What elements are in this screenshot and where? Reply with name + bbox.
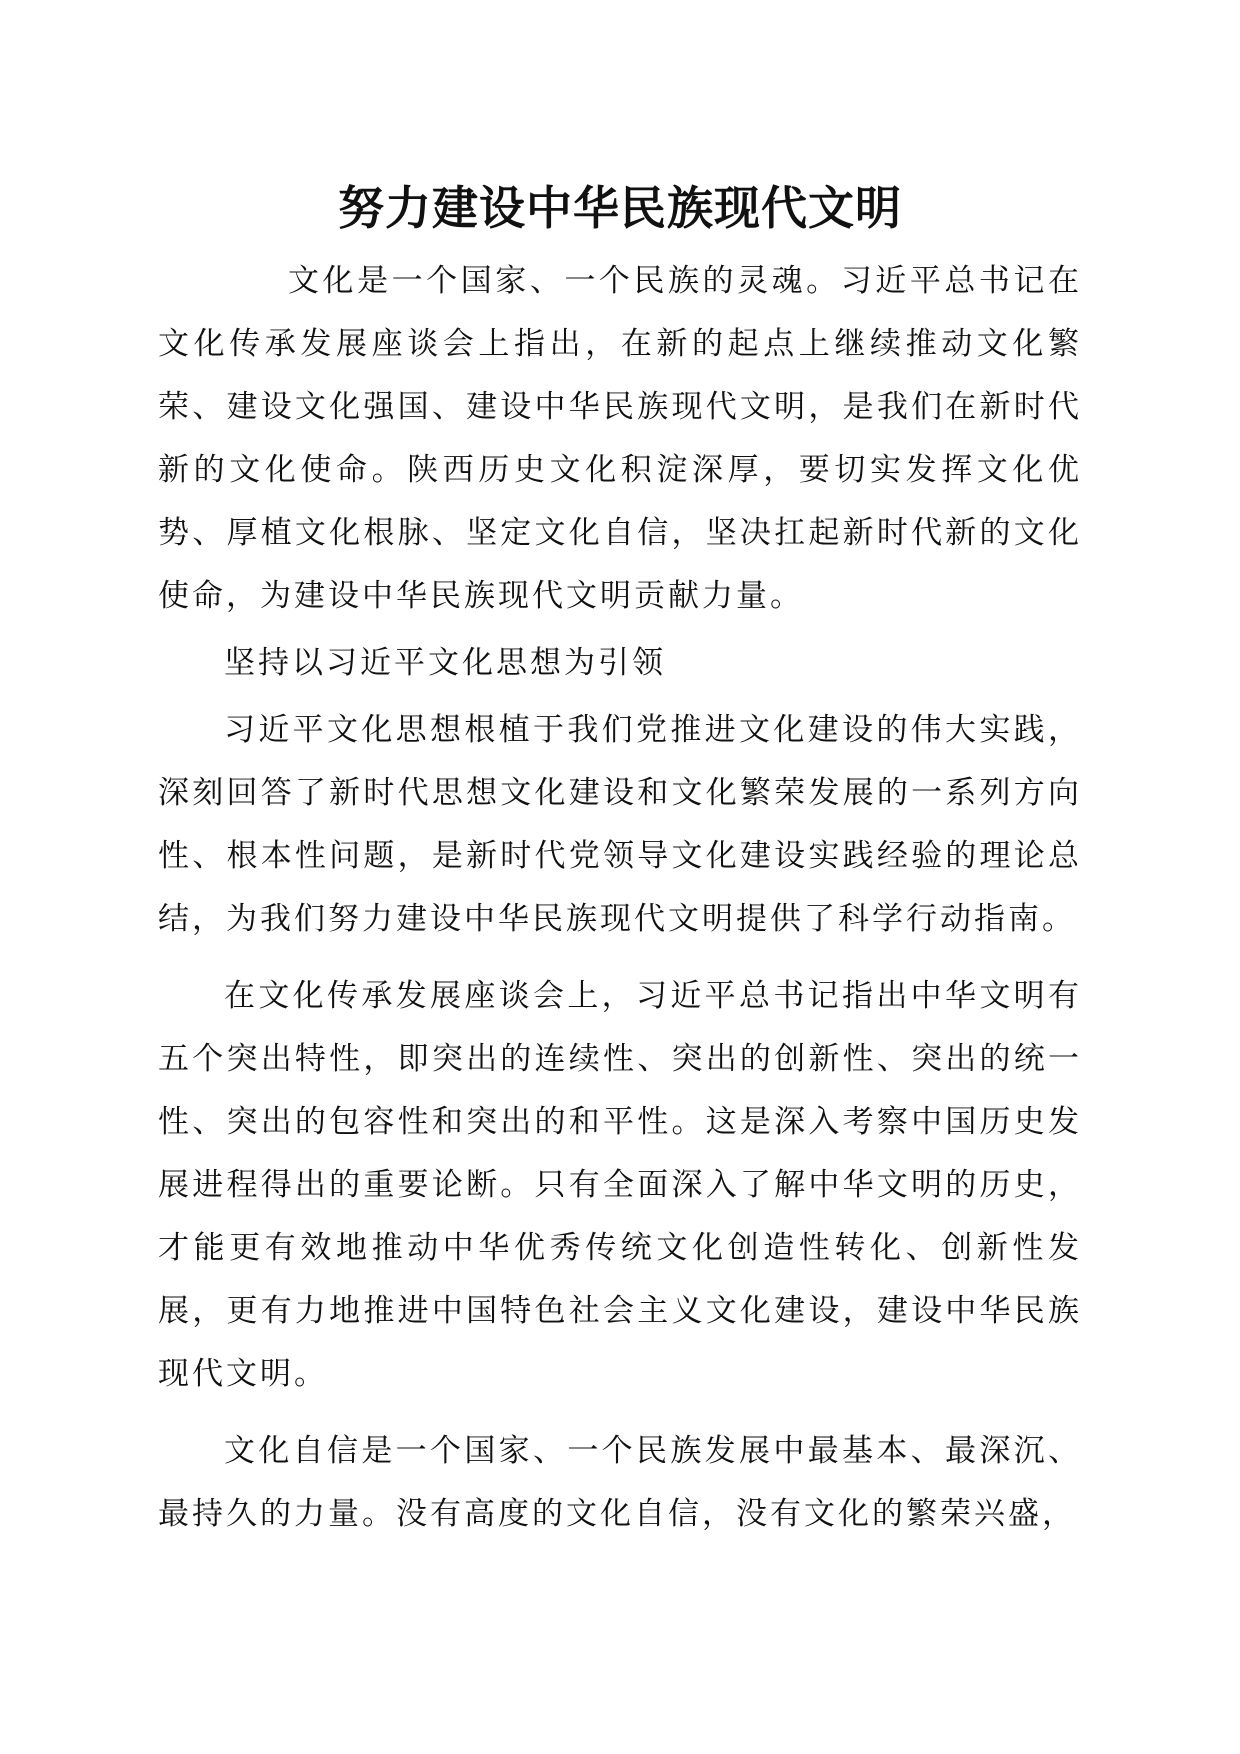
- paragraph-cultural-confidence: 文化自信是一个国家、一个民族发展中最基本、最深沉、最持久的力量。没有高度的文化自信，没有文化的繁荣兴盛，: [158, 1433, 1082, 1532]
- section-heading: 坚持以习近平文化思想为引领: [224, 645, 666, 681]
- paragraph-five-characteristics: 在文化传承发展座谈会上，习近平总书记指出中华文明有五个突出特性，即突出的连续性、突出的创新性、突出的统一性、突出的包容性和突出的和平性。这是深入考察中国历史发展进程得出的重要论断。只有全面深入了解中华文明的历史，才能更有效地推动中华优秀传统文化创造性转化、创新性发展，更有力地推进中国特色社会主义文化建设，建设中华民族现代文明。: [158, 978, 1082, 1392]
- paragraph-xi-culture-thought: 习近平文化思想根植于我们党推进文化建设的伟大实践，深刻回答了新时代思想文化建设和文化繁荣发展的一系列方向性、根本性问题，是新时代党领导文化建设实践经验的理论总结，为我们努力建设中华民族现代文明提供了科学行动指南。: [158, 712, 1082, 937]
- document-title: 努力建设中华民族现代文明: [338, 181, 902, 235]
- document-body: [158, 250, 1082, 1546]
- paragraph-intro: 文化是一个国家、一个民族的灵魂。习近平总书记在文化传承发展座谈会上指出，在新的起点上继续推动文化繁荣、建设文化强国、建设中华民族现代文明，是我们在新时代新的文化使命。陕西历史文化积淀深厚，要切实发挥文化优势、厚植文化根脉、坚定文化自信，坚决扛起新时代新的文化使命，为建设中华民族现代文明贡献力量。: [158, 263, 1082, 614]
